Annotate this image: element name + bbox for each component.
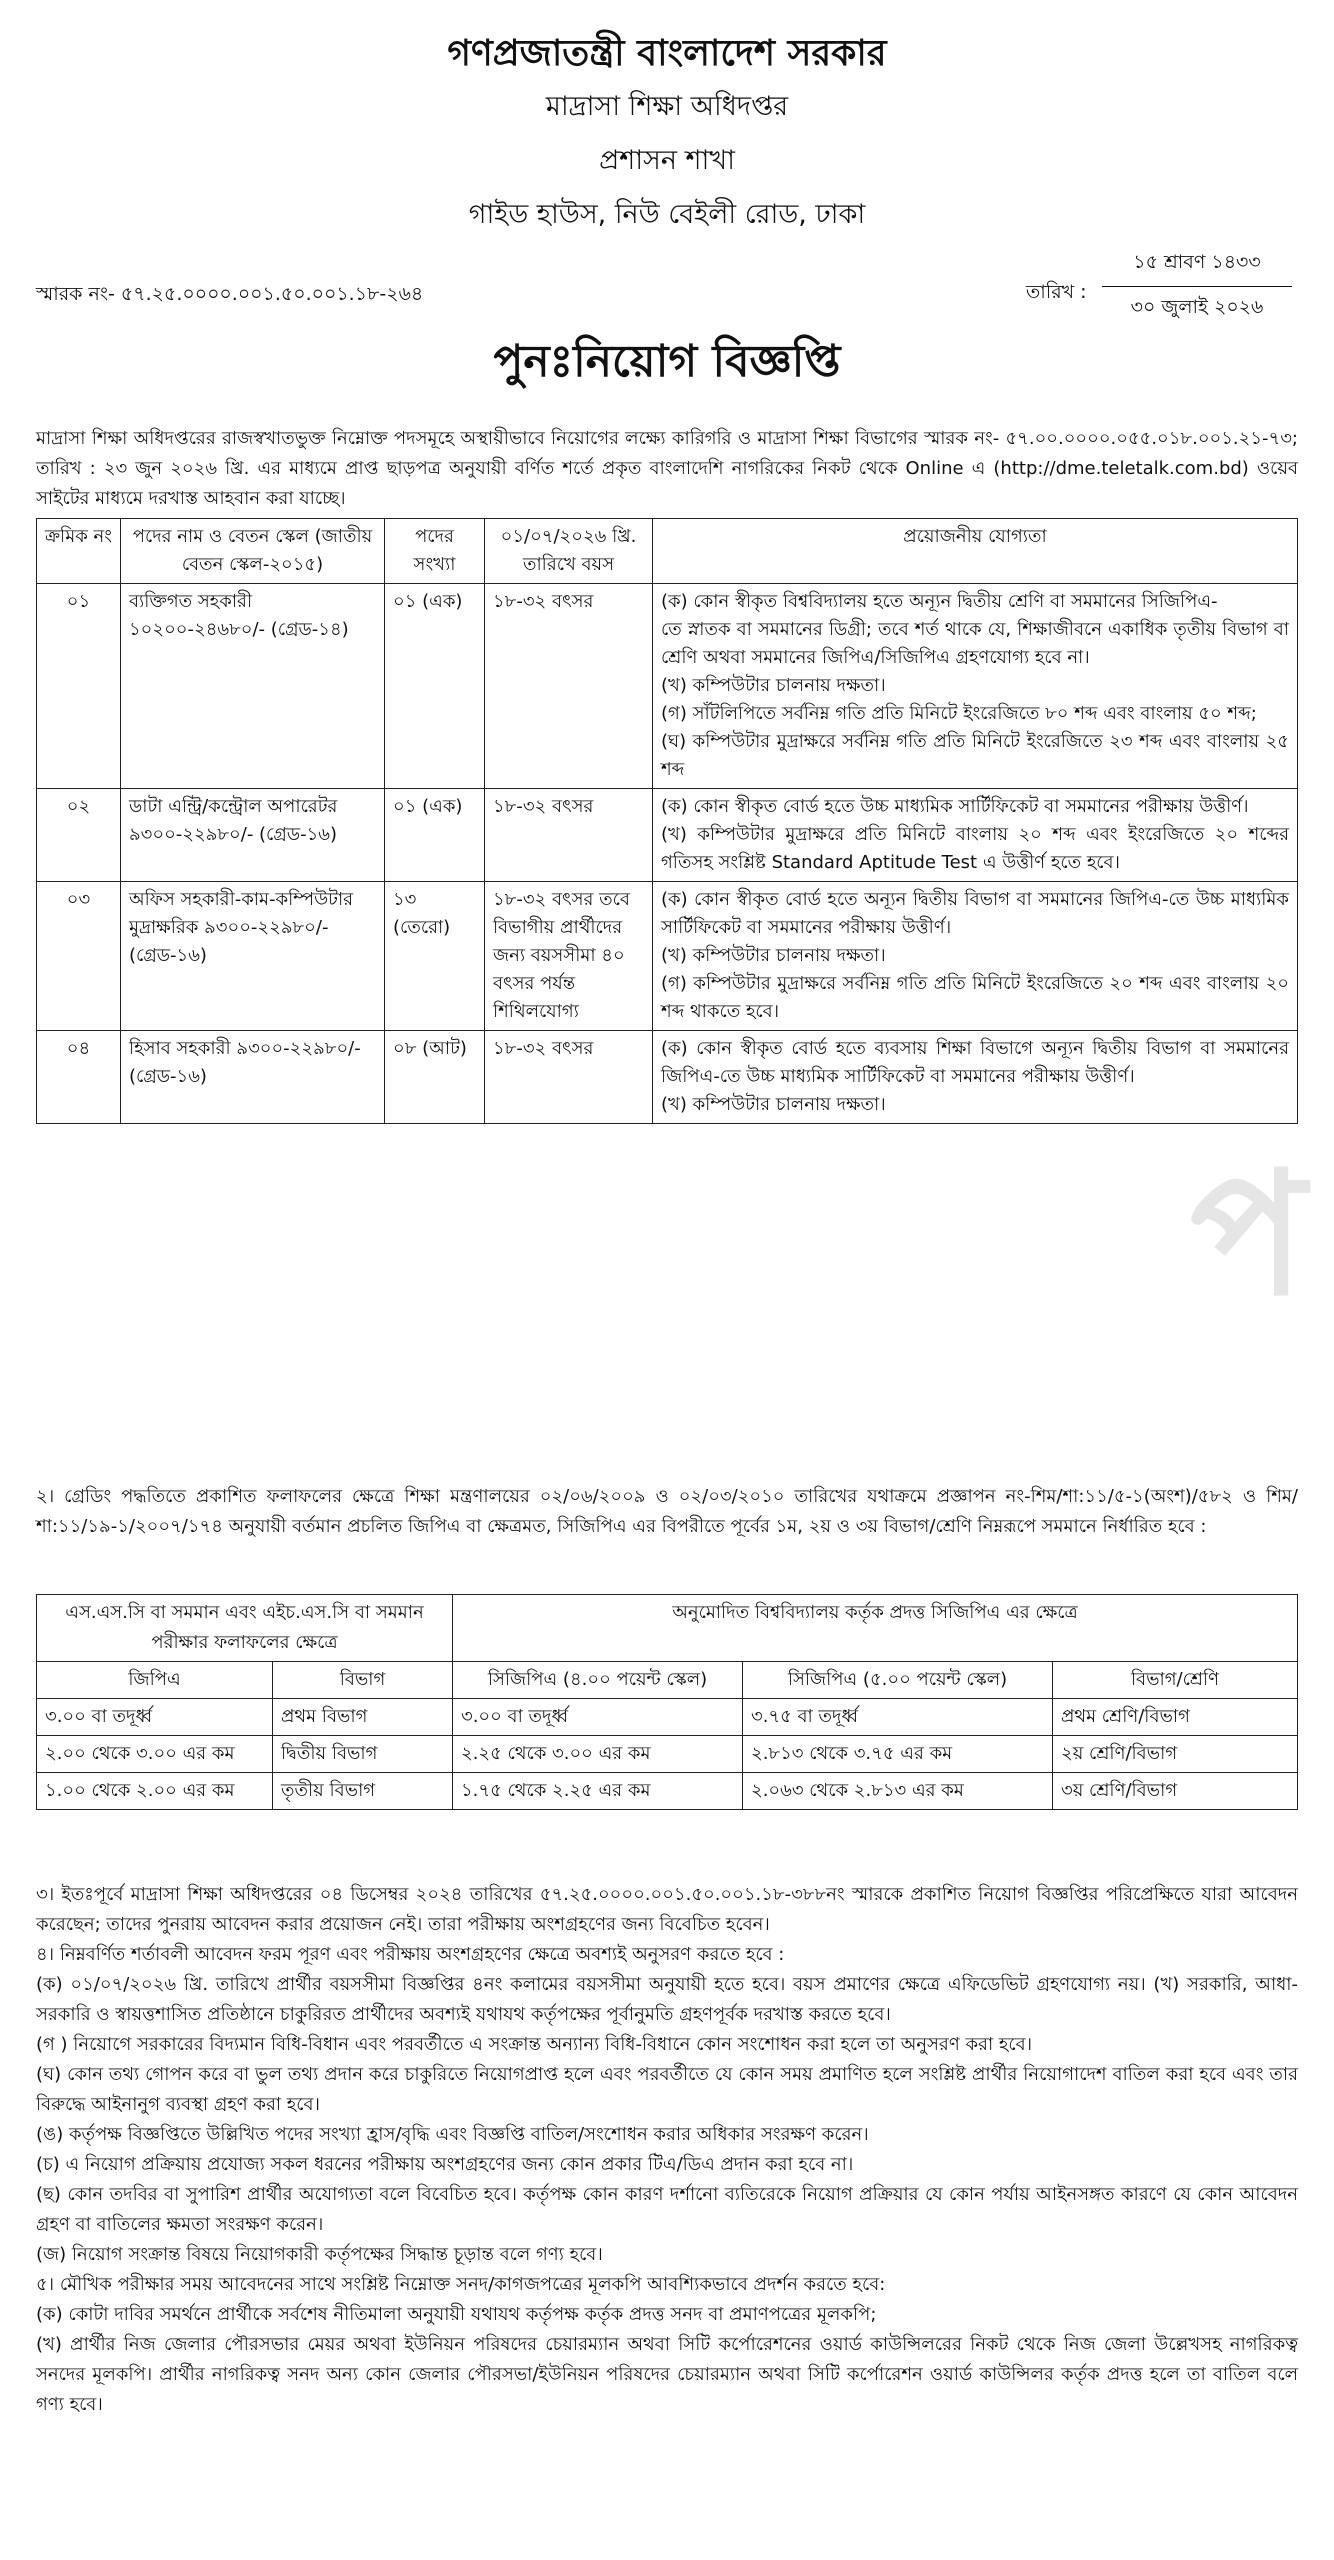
section-5-item: (খ) প্রার্থীর নিজ জেলার পৌরসভার মেয়র অথবা ইউনিয়ন পরিষদের চেয়ারম্যান অথবা সিটি কর্পোরেশনের ওয়ার্ড কাউন্সিলরের নিকট থেকে নিজ জেলা উল্লেখসহ নাগরিকত্ব সনদের মূলকপি। প্রার্থীর নাগরিকত্ব সনদ অন্য কোন জেলার পৌরসভা/ইউনিয়ন পরিষদের চেয়ারম্যান অথবা সিটি কর্পোরেশন ওয়ার্ড কাউন্সিলর কর্তৃক প্রদত্ত হলে তা বাতিল বলে গণ্য হবে। <box>36 2334 1298 2415</box>
serial-cell: ০৩ <box>37 882 121 1031</box>
section-4-item: (চ) এ নিয়োগ প্রক্রিয়ায় প্রযোজ্য সকল ধরনের পরীক্ষায় অংশগ্রহণের জন্য কোন প্রকার টিএ/ডিএ প্রদান করা হবে না। <box>36 2154 854 2175</box>
section-4-item: (গ ) নিয়োগে সরকারের বিদ্যমান বিধি-বিধান এবং পরবর্তীতে এ সংক্রান্ত অন্যান্য বিধি-বিধানে কোন সংশোধন করা হলে তা অনুসরণ করা হবে। <box>36 2034 1033 2055</box>
date-bangla: ১৫ শ্রাবণ ১৪৩৩ <box>1102 244 1292 287</box>
table-row <box>37 1773 1298 1810</box>
post-count-cell: ০৮ (আট) <box>385 1031 485 1124</box>
qualification-line: (খ) কম্পিউটার চালনায় দক্ষতা। <box>661 945 886 966</box>
gpa-cell: ২.০০ থেকে ৩.০০ এর কম <box>37 1736 273 1773</box>
section-4-item: (ছ) কোন তদবির বা সুপারিশ প্রার্থীর অযোগ্যতা বলে বিবেচিত হবে। কর্তৃপক্ষ কোন কারণ দর্শানো ব্যতিরেকে নিয়োগ প্রক্রিয়ার যে কোন পর্যায় আইনসঙ্গত কারণে যে কোন আবেদন গ্রহণ বা বাতিলের ক্ষমতা সংরক্ষণ করেন। <box>36 2184 1298 2235</box>
posts-table <box>36 518 1298 1124</box>
table-row <box>37 789 1298 882</box>
office-address: গাইড হাউস, নিউ বেইলী রোড, ঢাকা <box>468 199 866 230</box>
memo-number: স্মারক নং- ৫৭.২৫.০০০০.০০১.৫০.০০১.১৮-২৬৪ <box>36 283 424 305</box>
date-block <box>1000 244 1300 324</box>
division-cell: তৃতীয় বিভাগ <box>273 1773 453 1810</box>
ssc-hsc-header: এস.এস.সি বা সমমান এবং এইচ.এস.সি বা সমমান পরীক্ষার ফলাফলের ক্ষেত্রে <box>37 1595 453 1662</box>
serial-cell: ০৪ <box>37 1031 121 1124</box>
section-5-item: (ক) কোটা দাবির সমর্থনে প্রার্থীকে সর্বশেষ নীতিমালা অনুযায়ী যথাযথ কর্তৃপক্ষ কর্তৃক প্রদত্ত সনদ বা প্রমাণপত্রের মূলকপি; <box>36 2304 877 2325</box>
header-post-count: পদের সংখ্যা <box>385 519 485 584</box>
post-count-cell: ০১ (এক) <box>385 789 485 882</box>
qualification-line: (ক) কোন স্বীকৃত বোর্ড হতে ব্যবসায় শিক্ষা বিভাগে অন্যূন দ্বিতীয় বিভাগ বা সমমানের জিপিএ-তে উচ্চ মাধ্যমিক সার্টিফিকেট বা সমমানের পরীক্ষায় উত্তীর্ণ। <box>661 1038 1289 1087</box>
qualification-line: (খ) কম্পিউটার চালনায় দক্ষতা। <box>661 675 886 696</box>
qualification-cell <box>653 882 1298 1031</box>
post-name-cell: অফিস সহকারী-কাম-কম্পিউটার মুদ্রাক্ষরিক ৯৩০০-২২৯৮০/- (গ্রেড-১৬) <box>121 882 385 1031</box>
section-5-title: ৫। মৌখিক পরীক্ষার সময় আবেদনের সাথে সংশ্লিষ্ট নিম্নোক্ত সনদ/কাগজপত্রের মূলকপি আবশ্যিকভাবে প্রদর্শন করতে হবে: <box>36 2274 886 2295</box>
qualification-line: (ক) কোন স্বীকৃত বিশ্ববিদ্যালয় হতে অন্যূন দ্বিতীয় শ্রেণি বা সমমানের সিজিপিএ- <box>661 591 1218 612</box>
section-2-paragraph: ২। গ্রেডিং পদ্ধতিতে প্রকাশিত ফলাফলের ক্ষেত্রে শিক্ষা মন্ত্রণালয়ের ০২/০৬/২০০৯ ও ০২/০৩/২০১০ তারিখের যথাক্রমে প্রজ্ঞাপন নং-শিম/শা:১১/৫-১(অংশ)/৫৮২ ও শিম/শা:১১/১৯-১/২০০৭/১৭৪ অনুযায়ী বর্তমান প্রচলিত জিপিএ বা ক্ষেত্রমত, সিজিপিএ এর বিপরীতে পূর্বের ১ম, ২য় ও ৩য় বিভাগ/শ্রেণি নিম্নরূপে সমমানে নির্ধারিত হবে : <box>36 1486 1298 1537</box>
class-cell: ২য় শ্রেণি/বিভাগ <box>1053 1736 1298 1773</box>
serial-cell: ০২ <box>37 789 121 882</box>
section-3-paragraph: ৩। ইতঃপূর্বে মাদ্রাসা শিক্ষা অধিদপ্তরের ০৪ ডিসেম্বর ২০২৪ তারিখের ৫৭.২৫.০০০০.০০১.৫০.০০১.১৮-৩৮৮নং স্মারকে প্রকাশিত নিয়োগ বিজ্ঞপ্তির পরিপ্রেক্ষিতে যারা আবেদন করেছেন; তাদের পুনরায় আবেদন করার প্রয়োজন নেই। তারা পরীক্ষায় অংশগ্রহণের জন্য বিবেচিত হবেন। <box>36 1884 1298 1935</box>
section-4-item: (ক) ০১/০৭/২০২৬ খ্রি. তারিখে প্রার্থীর বয়সসীমা বিজ্ঞপ্তির ৪নং কলামের বয়সসীমা অনুযায়ী হতে হবে। বয়স প্রমাণের ক্ষেত্রে এফিডেভিট গ্রহণযোগ্য নয়। (খ) সরকারি, আধা-সরকারি ও স্বায়ত্তশাসিত প্রতিষ্ঠানে চাকুরিরত প্রার্থীদের অবশ্যই যথাযথ কর্তৃপক্ষের পূর্বানুমতি গ্রহণপূর্বক দরখাস্ত করতে হবে। <box>36 1974 1298 2025</box>
section-4-item: (ঙ) কর্তৃপক্ষ বিজ্ঞপ্তিতে উল্লিখিত পদের সংখ্যা হ্রাস/বৃদ্ধি এবং বিজ্ঞপ্তি বাতিল/সংশোধন করার অধিকার সংরক্ষণ করেন। <box>36 2124 869 2145</box>
class-header: বিভাগ/শ্রেণি <box>1053 1662 1298 1699</box>
cgpa5-cell: ২.৮১৩ থেকে ৩.৭৫ এর কম <box>743 1736 1053 1773</box>
date-label: তারিখ : <box>1026 281 1087 303</box>
post-count-cell: ১৩ (তেরো) <box>385 882 485 1031</box>
serial-cell: ০১ <box>37 584 121 789</box>
gpa-cell: ৩.০০ বা তদূর্ধ্ব <box>37 1699 273 1736</box>
qualification-line: (গ) কম্পিউটার মুদ্রাক্ষরে সর্বনিম্ন গতি প্রতি মিনিটে ইংরেজিতে ২০ শব্দ এবং বাংলায় ২০ শব্দ থাকতে হবে। <box>661 973 1289 1022</box>
qualification-cell <box>653 789 1298 882</box>
table-row <box>37 584 1298 789</box>
post-name-cell: ডাটা এন্ট্রি/কন্ট্রোল অপারেটর ৯৩০০-২২৯৮০/- (গ্রেড-১৬) <box>121 789 385 882</box>
age-cell: ১৮-৩২ বৎসর <box>485 584 653 789</box>
cgpa4-header: সিজিপিএ (৪.০০ পয়েন্ট স্কেল) <box>453 1662 743 1699</box>
header-post-name: পদের নাম ও বেতন স্কেল (জাতীয় বেতন স্কেল-২০১৫) <box>121 519 385 584</box>
govt-title: গণপ্রজাতন্ত্রী বাংলাদেশ সরকার <box>447 33 887 74</box>
section-4-item: (জ) নিয়োগ সংক্রান্ত বিষয়ে নিয়োগকারী কর্তৃপক্ষের সিদ্ধান্ত চূড়ান্ত বলে গণ্য হবে। <box>36 2244 603 2265</box>
table-row <box>37 1699 1298 1736</box>
conditions-block <box>36 1880 1298 2420</box>
table-row <box>37 1031 1298 1124</box>
watermark-mark: প <box>1190 1150 1306 1330</box>
posts-table-header <box>37 519 1298 584</box>
age-cell: ১৮-৩২ বৎসর <box>485 1031 653 1124</box>
qualification-line: তে স্নাতক বা সমমানের ডিগ্রী; তবে শর্ত থাকে যে, শিক্ষাজীবনে একাধিক তৃতীয় বিভাগ বা শ্রেণি অথবা সমমানের জিপিএ/সিজিপিএ গ্রহণযোগ্য হবে না। <box>661 619 1289 668</box>
division-header: বিভাগ <box>273 1662 453 1699</box>
class-cell: প্রথম শ্রেণি/বিভাগ <box>1053 1699 1298 1736</box>
cgpa5-cell: ৩.৭৫ বা তদূর্ধ্ব <box>743 1699 1053 1736</box>
date-english: ৩০ জুলাই ২০২৬ <box>1130 296 1264 318</box>
qualification-cell <box>653 584 1298 789</box>
qualification-line: (খ) কম্পিউটার মুদ্রাক্ষরে প্রতি মিনিটে বাংলায় ২০ শব্দ এবং ইংরেজিতে ২০ শব্দের গতিসহ সংশ্লিষ্ট Standard Aptitude Test এ উত্তীর্ণ হতে হবে। <box>661 824 1289 873</box>
cgpa5-header: সিজিপিএ (৫.০০ পয়েন্ট স্কেল) <box>743 1662 1053 1699</box>
header-serial: ক্রমিক নং <box>37 519 121 584</box>
date-values <box>1102 244 1292 325</box>
division-cell: প্রথম বিভাগ <box>273 1699 453 1736</box>
header-age: ০১/০৭/২০২৬ খ্রি. তারিখে বয়স <box>485 519 653 584</box>
cgpa4-cell: ৩.০০ বা তদূর্ধ্ব <box>453 1699 743 1736</box>
gpa-header: জিপিএ <box>37 1662 273 1699</box>
section-4-title: ৪। নিম্নবর্ণিত শর্তাবলী আবেদন ফরম পূরণ এবং পরীক্ষায় অংশগ্রহণের ক্ষেত্রে অবশ্যই অনুসরণ করতে হবে : <box>36 1944 785 1965</box>
gpa-cell: ১.০০ থেকে ২.০০ এর কম <box>37 1773 273 1810</box>
grade-table-group-header <box>37 1595 1298 1662</box>
table-row <box>37 882 1298 1031</box>
division-cell: দ্বিতীয় বিভাগ <box>273 1736 453 1773</box>
grade-table-sub-header <box>37 1662 1298 1699</box>
qualification-line: (গ) সাঁটলিপিতে সর্বনিম্ন গতি প্রতি মিনিটে ইংরেজিতে ৮০ শব্দ এবং বাংলায় ৫০ শব্দ; <box>661 703 1257 724</box>
post-count-cell: ০১ (এক) <box>385 584 485 789</box>
qualification-line: (ক) কোন স্বীকৃত বোর্ড হতে অন্যূন দ্বিতীয় বিভাগ বা সমমানের জিপিএ-তে উচ্চ মাধ্যমিক সার্টিফিকেট বা সমমানের পরীক্ষায় উত্তীর্ণ। <box>661 889 1289 938</box>
qualification-line: (খ) কম্পিউটার চালনায় দক্ষতা। <box>661 1094 886 1115</box>
class-cell: ৩য় শ্রেণি/বিভাগ <box>1053 1773 1298 1810</box>
post-name-cell: হিসাব সহকারী ৯৩০০-২২৯৮০/- (গ্রেড-১৬) <box>121 1031 385 1124</box>
post-name-cell: ব্যক্তিগত সহকারী ১০২০০-২৪৬৮০/- (গ্রেড-১৪) <box>121 584 385 789</box>
qualification-line: (ক) কোন স্বীকৃত বোর্ড হতে উচ্চ মাধ্যমিক সার্টিফিকেট বা সমমানের পরীক্ষায় উত্তীর্ণ। <box>661 796 1249 817</box>
cgpa5-cell: ২.০৬৩ থেকে ২.৮১৩ এর কম <box>743 1773 1053 1810</box>
age-cell: ১৮-৩২ বৎসর তবে বিভাগীয় প্রার্থীদের জন্য বয়সসীমা ৪০ বৎসর পর্যন্ত শিথিলযোগ্য <box>485 882 653 1031</box>
age-cell: ১৮-৩২ বৎসর <box>485 789 653 882</box>
department-name: মাদ্রাসা শিক্ষা অধিদপ্তর <box>545 91 789 122</box>
university-cgpa-header: অনুমোদিত বিশ্ববিদ্যালয় কর্তৃক প্রদত্ত সিজিপিএ এর ক্ষেত্রে <box>453 1595 1298 1662</box>
cgpa4-cell: ১.৭৫ থেকে ২.২৫ এর কম <box>453 1773 743 1810</box>
header-qualification: প্রয়োজনীয় যোগ্যতা <box>653 519 1298 584</box>
grade-equivalence-table <box>36 1594 1298 1810</box>
notice-title: পুনঃনিয়োগ বিজ্ঞপ্তি <box>493 336 841 387</box>
table-row <box>37 1736 1298 1773</box>
qualification-line: (ঘ) কম্পিউটার মুদ্রাক্ষরে সর্বনিম্ন গতি প্রতি মিনিটে ইংরেজিতে ২৩ শব্দ এবং বাংলায় ২৫ শব্দ <box>661 731 1289 780</box>
qualification-cell <box>653 1031 1298 1124</box>
cgpa4-cell: ২.২৫ থেকে ৩.০০ এর কম <box>453 1736 743 1773</box>
branch-name: প্রশাসন শাখা <box>599 145 735 176</box>
section-4-item: (ঘ) কোন তথ্য গোপন করে বা ভুল তথ্য প্রদান করে চাকুরিতে নিয়োগপ্রাপ্ত হলে এবং পরবর্তীতে যে কোন সময় প্রমাণিত হলে সংশ্লিষ্ট প্রার্থীর নিয়োগাদেশ বাতিল করা হবে এবং তার বিরুদ্ধে আইনানুগ ব্যবস্থা গ্রহণ করা হবে। <box>36 2064 1298 2115</box>
intro-paragraph: মাদ্রাসা শিক্ষা অধিদপ্তরের রাজস্বখাতভুক্ত নিম্নোক্ত পদসমূহে অস্থায়ীভাবে নিয়োগের লক্ষ্যে কারিগরি ও মাদ্রাসা শিক্ষা বিভাগের স্মারক নং- ৫৭.০০.০০০০.০৫৫.০১৮.০০১.২১-৭৩; তারিখ : ২৩ জুন ২০২৬ খ্রি. এর মাধ্যমে প্রাপ্ত ছাড়পত্র অনুযায়ী বর্ণিত শর্তে প্রকৃত বাংলাদেশি নাগরিকের নিকট থেকে Online এ (http://dme.teletalk.com.bd) ওয়েব সাইটের মাধ্যমে দরখাস্ত আহবান করা যাচ্ছে। <box>36 428 1298 509</box>
